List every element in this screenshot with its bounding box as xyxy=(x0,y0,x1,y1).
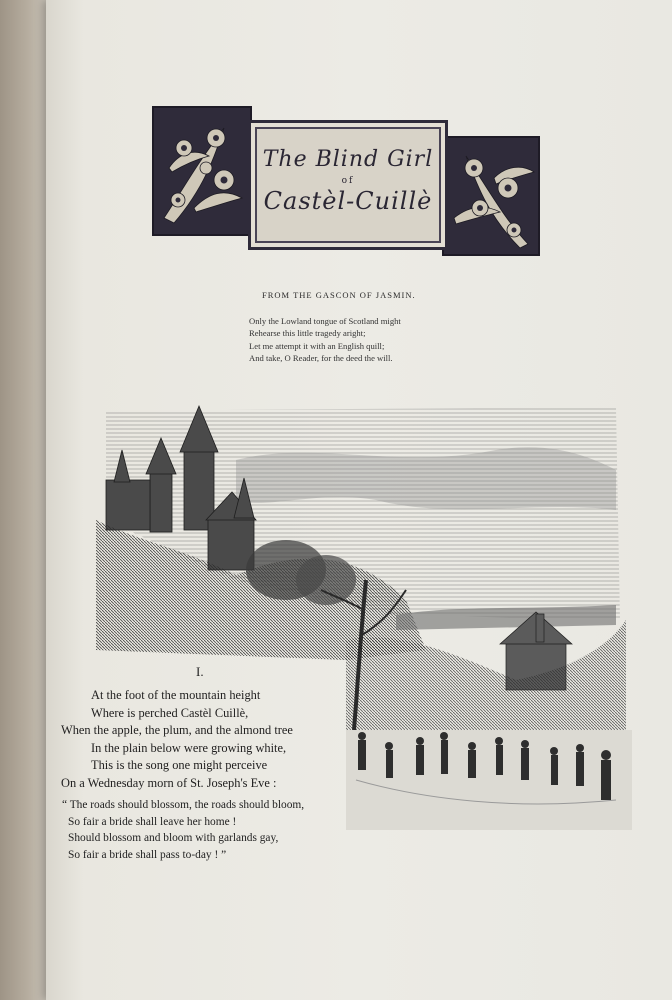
title-line-2: of xyxy=(341,176,355,186)
title-line-1: The Blind Girl xyxy=(262,147,434,172)
epigraph-line: Rehearse this little tragedy aright; xyxy=(249,328,366,339)
poem-line: When the apple, the plum, and the almond tree xyxy=(61,723,293,738)
poem-line: On a Wednesday morn of St. Joseph's Eve : xyxy=(61,775,277,790)
title-vignette xyxy=(152,106,538,254)
floral-panel-right xyxy=(442,136,540,256)
song-line: So fair a bride shall pass to-day ! ” xyxy=(68,848,227,861)
poem-line: At the foot of the mountain height xyxy=(91,688,261,702)
book-spine-edge xyxy=(0,0,46,1000)
title-card xyxy=(248,120,448,250)
poem-line: In the plain below were growing white, xyxy=(91,740,287,755)
section-number: I. xyxy=(196,664,204,679)
epigraph-line: And take, O Reader, for the deed the will. xyxy=(249,353,393,364)
floral-panel-left xyxy=(152,106,252,236)
title-line-3: Castèl-Cuillè xyxy=(263,187,433,215)
poem-line: Where is perched Castèl Cuillè, xyxy=(91,705,249,720)
song-quote xyxy=(58,797,358,863)
flower-ornament-left-icon xyxy=(154,108,250,234)
poem-line: This is the song one might perceive xyxy=(91,758,268,773)
flower-ornament-right-icon xyxy=(444,138,538,254)
song-line: So fair a bride shall leave her home ! xyxy=(68,815,237,828)
epigraph xyxy=(249,315,479,365)
song-line: “ The roads should blossom, the roads should bloom, xyxy=(62,799,305,811)
epigraph-line: Only the Lowland tongue of Scotland might xyxy=(249,316,401,326)
epigraph-line: Let me attempt it with an English quill; xyxy=(249,340,385,351)
song-line: Should blossom and bloom with garlands gay, xyxy=(68,832,279,845)
poem-stanza xyxy=(61,687,361,793)
subtitle: FROM THE GASCON OF JASMIN. xyxy=(262,290,416,300)
